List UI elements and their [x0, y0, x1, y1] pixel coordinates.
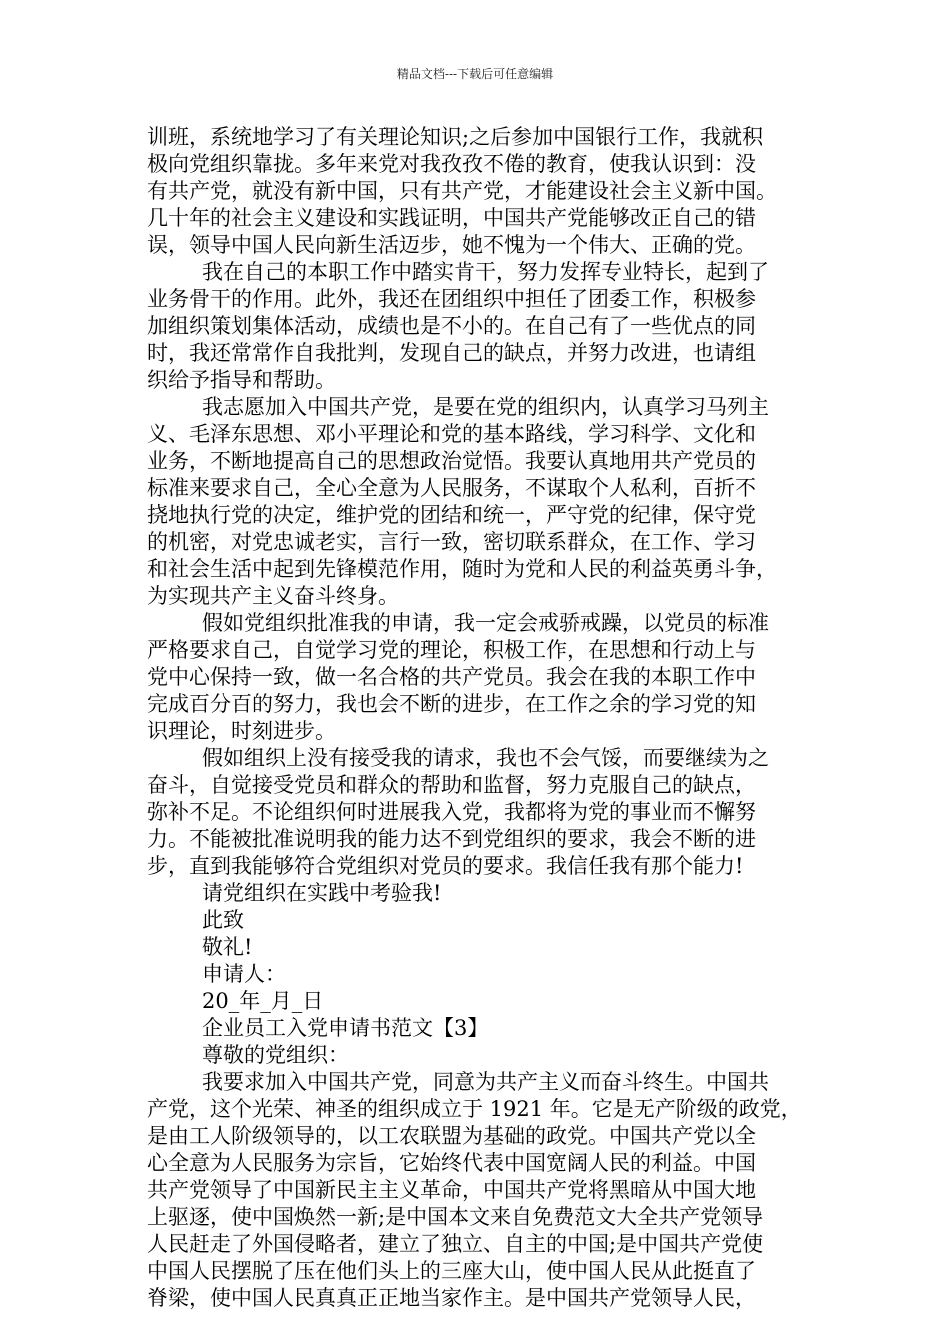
text-line: 敬礼!	[202, 935, 253, 959]
text-line: 完成百分百的努力，我也会不断的进步，在工作之余的学习党的知	[147, 692, 756, 716]
text-line: 我要求加入中国共产党，同意为共产主义而奋斗终生。中国共	[202, 1070, 769, 1094]
text-line: 识理论，时刻进步。	[147, 719, 336, 743]
text-line: 极向党组织靠拢。多年来党对我孜孜不倦的教育，使我认识到：没	[147, 152, 756, 176]
text-line: 为实现共产主义奋斗终身。	[147, 584, 399, 608]
text-line: 上驱逐，使中国焕然一新;是中国本文来自免费范文大全共产党领导	[147, 1205, 764, 1229]
text-line: 的机密，对党忠诚老实，言行一致，密切联系群众，在工作、学习	[147, 530, 756, 554]
text-line: 力。不能被批准说明我的能力达不到党组织的要求，我会不断的进	[147, 827, 756, 851]
text-line: 共产党领导了中国新民主主义革命，中国共产党将黑暗从中国大地	[147, 1178, 756, 1202]
text-line: 业务骨干的作用。此外，我还在团组织中担任了团委工作，积极参	[147, 287, 756, 311]
text-line: 标准来要求自己，全心全意为人民服务，不谋取个人私利，百折不	[147, 476, 756, 500]
text-line: 业务，不断地提高自己的思想政治觉悟。我要认真地用共产党员的	[147, 449, 756, 473]
text-line: 弥补不足。不论组织何时进展我入党，我都将为党的事业而不懈努	[147, 800, 756, 824]
text-line: 我志愿加入中国共产党，是要在党的组织内，认真学习马列主	[202, 395, 769, 419]
text-line: 和社会生活中起到先锋模范作用，随时为党和人民的利益英勇斗争，	[147, 557, 777, 581]
text-line: 织给予指导和帮助。	[147, 368, 336, 392]
text-line: 企业员工入党申请书范文【3】	[202, 1016, 489, 1040]
text-line: 误，领导中国人民向新生活迈步，她不愧为一个伟大、正确的党。	[147, 233, 756, 257]
text-line: 加组织策划集体活动，成绩也是不小的。在自己有了一些优点的同	[147, 314, 756, 338]
page-header: 精品文档---下载后可任意编辑	[396, 67, 554, 81]
text-line: 产党，这个光荣、神圣的组织成立于 1921 年。它是无产阶级的政党，	[147, 1097, 802, 1121]
text-line: 党中心保持一致，做一名合格的共产党员。我会在我的本职工作中	[147, 665, 756, 689]
text-line: 我在自己的本职工作中踏实肯干，努力发挥专业特长，起到了	[202, 260, 769, 284]
text-line: 有共产党，就没有新中国，只有共产党，才能建设社会主义新中国。	[147, 179, 777, 203]
text-line: 心全意为人民服务为宗旨，它始终代表中国宽阔人民的利益。中国	[147, 1151, 756, 1175]
document-body	[147, 124, 807, 1312]
text-line: 时，我还常常作自我批判，发现自己的缺点，并努力改进，也请组	[147, 341, 756, 365]
text-line: 义、毛泽东思想、邓小平理论和党的基本路线，学习科学、文化和	[147, 422, 756, 446]
text-line: 奋斗，自觉接受党员和群众的帮助和监督，努力克服自己的缺点，	[147, 773, 756, 797]
text-line: 训班，系统地学习了有关理论知识;之后参加中国银行工作，我就积	[147, 125, 764, 149]
text-line: 假如党组织批准我的申请，我一定会戒骄戒躁，以党员的标准	[202, 611, 769, 635]
text-line: 中国人民摆脱了压在他们头上的三座大山，使中国人民从此挺直了	[147, 1259, 756, 1283]
text-line: 是由工人阶级领导的，以工农联盟为基础的政党。中国共产党以全	[147, 1124, 756, 1148]
text-line: 严格要求自己，自觉学习党的理论，积极工作，在思想和行动上与	[147, 638, 756, 662]
text-line: 人民赶走了外国侵略者，建立了独立、自主的中国;是中国共产党使	[147, 1232, 764, 1256]
text-line: 20_年_月_日	[202, 989, 324, 1013]
text-line: 假如组织上没有接受我的请求，我也不会气馁，而要继续为之	[202, 746, 769, 770]
text-line: 步，直到我能够符合党组织对党员的要求。我信任我有那个能力!	[147, 854, 744, 878]
text-line: 挠地执行党的决定，维护党的团结和统一，严守党的纪律，保守党	[147, 503, 756, 527]
text-line: 几十年的社会主义建设和实践证明，中国共产党能够改正自己的错	[147, 206, 756, 230]
text-line: 申请人：	[202, 962, 286, 986]
text-line: 此致	[202, 908, 244, 932]
text-line: 脊梁，使中国人民真真正正地当家作主。是中国共产党领导人民，	[147, 1286, 756, 1310]
text-line: 请党组织在实践中考验我!	[202, 881, 442, 905]
text-line: 尊敬的党组织：	[202, 1043, 349, 1067]
